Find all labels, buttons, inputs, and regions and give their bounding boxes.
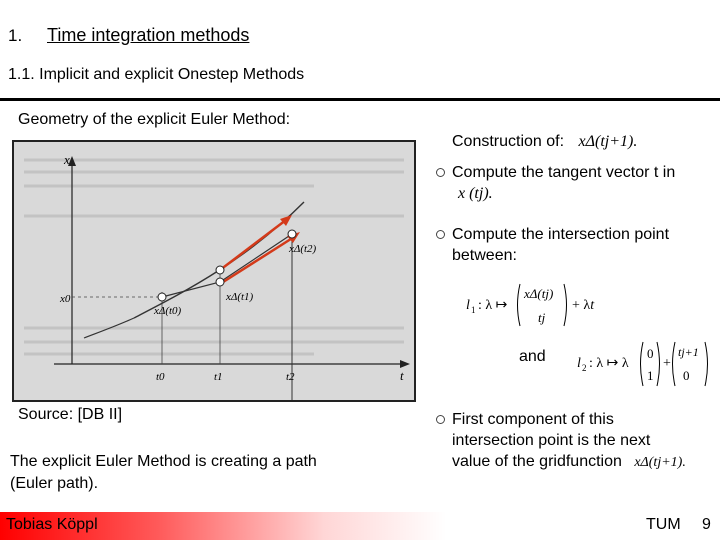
bullet-intersection: [436, 224, 716, 268]
bullet-ring-icon: [436, 415, 445, 424]
svg-text:+ λt: + λt: [572, 298, 595, 313]
svg-text:: λ ↦: : λ ↦: [478, 298, 508, 313]
line-l1-svg: [466, 276, 716, 334]
euler-figure-svg: [14, 142, 414, 400]
svg-text:1: 1: [647, 368, 654, 383]
footer-author: Tobias Köppl: [6, 516, 98, 533]
chapter-title: Time integration methods: [47, 25, 250, 45]
bullet-tangent-text: Compute the tangent vector t in: [452, 164, 676, 181]
axis-t-label: t: [400, 368, 404, 383]
euler-point-t1: [216, 278, 224, 286]
svg-text:0: 0: [683, 368, 690, 383]
bullet-intersection-line2: between:: [452, 247, 517, 264]
svg-text:tj: tj: [538, 310, 546, 325]
tick-t0: t0: [156, 371, 165, 383]
axis-x-label: x: [64, 152, 70, 167]
label-x0: x0: [60, 293, 71, 305]
bullet-tangent: [436, 162, 716, 206]
svg-text:1: 1: [471, 305, 476, 315]
svg-text:l: l: [466, 298, 470, 313]
svg-text:l: l: [577, 356, 581, 371]
label-xd-t1: xΔ(t1): [226, 291, 254, 303]
construction-heading: [452, 133, 637, 151]
construction-label: Construction of:: [452, 133, 565, 150]
euler-figure: [12, 140, 416, 402]
bullet-ring-icon: [436, 168, 445, 177]
euler-point-t0: [158, 293, 166, 301]
bullet-first-component: [436, 409, 716, 475]
bullet-first-component-math: xΔ(tj+1).: [634, 455, 686, 470]
bullet-intersection-line1: Compute the intersection point: [452, 226, 670, 243]
euler-point-t2: [288, 230, 296, 238]
svg-text:+: +: [663, 356, 671, 371]
svg-text:: λ ↦ λ: : λ ↦ λ: [589, 356, 629, 371]
euler-description-line1: The explicit Euler Method is creating a path: [10, 453, 317, 470]
bullet-ring-icon: [436, 230, 445, 239]
line-l2-svg: [577, 336, 717, 392]
t-axis-arrowhead: [400, 360, 410, 368]
line-l2-formula: [577, 336, 717, 392]
tick-t2: t2: [286, 371, 295, 383]
label-xd-t0: xΔ(t0): [154, 305, 182, 317]
section-title: 1.1. Implicit and explicit Onestep Methods: [8, 66, 305, 83]
header-divider: [0, 98, 720, 101]
footer-institution: TUM: [646, 516, 681, 533]
source-citation: Source: [DB II]: [18, 406, 123, 423]
svg-text:xΔ(tj): xΔ(tj): [524, 286, 554, 301]
bullet-first-component-line3: value of the gridfunction: [452, 453, 622, 470]
svg-text:tj+1: tj+1: [678, 345, 699, 359]
page-number: 9: [702, 516, 711, 533]
construction-math: xΔ(tj+1).: [578, 133, 638, 150]
geometry-heading: Geometry of the explicit Euler Method:: [18, 111, 291, 128]
bullet-tangent-math: x (tj).: [458, 185, 493, 202]
line-l1-formula: [466, 276, 716, 334]
svg-text:2: 2: [582, 363, 587, 373]
bullet-first-component-line1: First component of this: [452, 411, 614, 428]
label-xd-t2: xΔ(t2): [289, 243, 317, 255]
euler-description-line2: (Euler path).: [10, 475, 99, 492]
chapter-number: 1.: [8, 26, 23, 45]
tick-t1: t1: [214, 371, 223, 383]
footer-bar: [0, 512, 720, 540]
exact-point-t1: [216, 266, 224, 274]
and-connector: and: [519, 348, 546, 365]
bullet-first-component-line2: intersection point is the next: [452, 432, 651, 449]
svg-text:0: 0: [647, 346, 654, 361]
euler-description: [10, 451, 380, 495]
